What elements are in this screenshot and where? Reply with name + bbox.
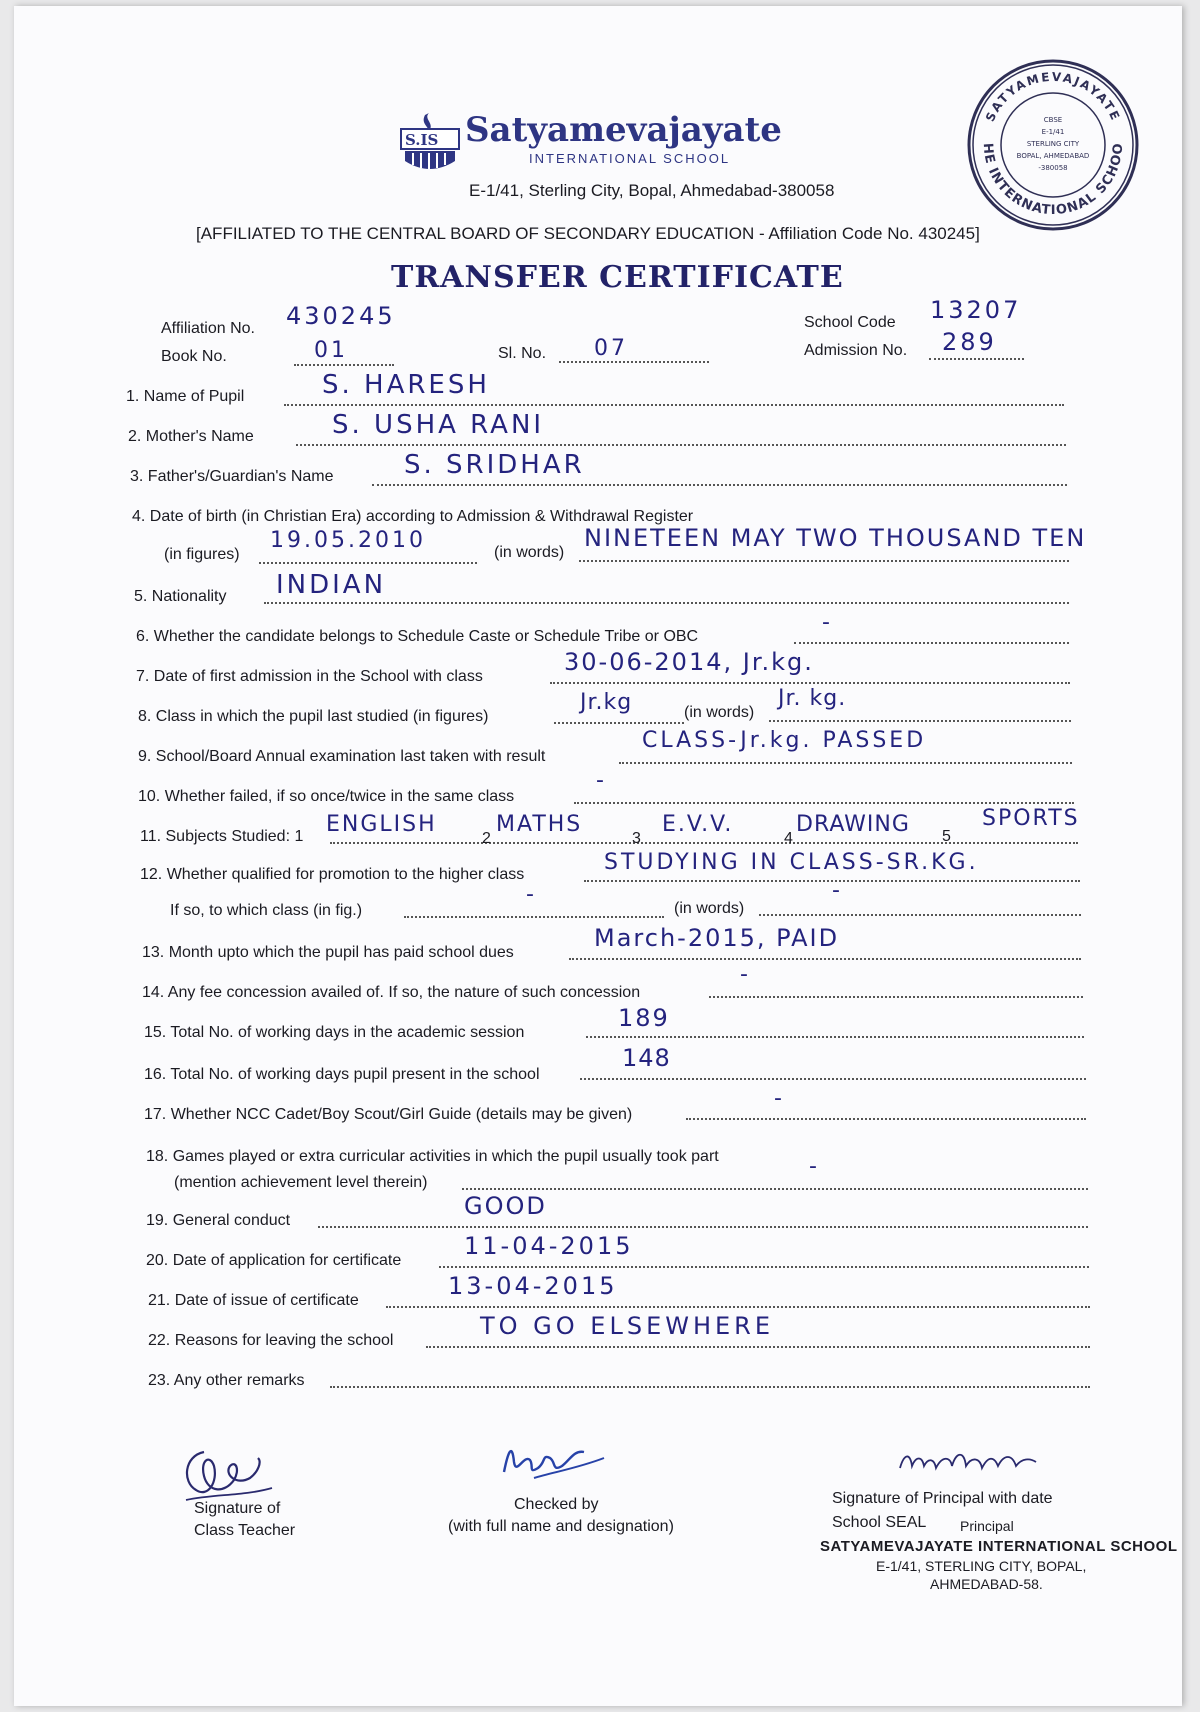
item-22-dots xyxy=(426,1346,1090,1348)
item-9-dots xyxy=(619,762,1072,764)
admission-label: Admission No. xyxy=(804,342,908,359)
item-12b-words-label: (in words) xyxy=(674,900,745,917)
checked-by-signature xyxy=(494,1432,614,1497)
item-8-words-dots xyxy=(769,720,1071,722)
admission-value: 289 xyxy=(942,328,997,356)
item-19-dots xyxy=(318,1226,1088,1228)
item-23-dots xyxy=(330,1386,1090,1388)
item-16-value: 148 xyxy=(622,1044,671,1072)
seal-line-2: E-1/41 xyxy=(1041,128,1065,136)
item-12b-words-dots xyxy=(759,914,1081,916)
item-15-dots xyxy=(586,1036,1084,1038)
item-5-dots xyxy=(264,602,1069,604)
subject-3: E.V.V. xyxy=(662,812,734,837)
sl-label: Sl. No. xyxy=(498,345,547,362)
item-20-label: 20. Date of application for certificate xyxy=(146,1252,402,1269)
item-21-dots xyxy=(386,1306,1090,1308)
item-8-fig-value: Jr.kg xyxy=(580,690,633,715)
item-20-dots xyxy=(439,1266,1089,1268)
item-2-label: 2. Mother's Name xyxy=(128,428,254,445)
item-22-label: 22. Reasons for leaving the school xyxy=(148,1332,394,1349)
item-8-words-value: Jr. kg. xyxy=(778,686,847,711)
item-18-label: 18. Games played or extra curricular activities in which the pupil usually took part xyxy=(146,1148,719,1165)
affiliation-label: Affiliation No. xyxy=(161,320,255,337)
item-7-label: 7. Date of first admission in the School with class xyxy=(136,668,483,685)
item-6-dots xyxy=(794,642,1069,644)
item-18-dots xyxy=(462,1188,1088,1190)
item-18b-label: (mention achievement level therein) xyxy=(174,1174,428,1191)
item-23-label: 23. Any other remarks xyxy=(148,1372,305,1389)
item-4-words-dots xyxy=(579,560,1069,562)
subject-5: SPORTS xyxy=(982,806,1080,831)
item-22-value: TO GO ELSEWHERE xyxy=(480,1312,775,1340)
checked-by-line-2: (with full name and designation) xyxy=(448,1518,674,1535)
class-teacher-line-2: Class Teacher xyxy=(194,1522,296,1539)
item-9-value: CLASS-Jr.kg. PASSED xyxy=(642,728,927,753)
principal-stamp-line-3: AHMEDABAD-58. xyxy=(930,1576,1043,1592)
item-6-value: - xyxy=(822,610,833,635)
seal-ring-top: SATYAMEVAJAYATE xyxy=(982,69,1124,124)
item-1-value: S. HARESH xyxy=(322,370,490,400)
item-10-value: - xyxy=(596,768,607,793)
item-16-label: 16. Total No. of working days pupil present in the school xyxy=(144,1066,540,1083)
principal-stamp-line-1: SATYAMEVAJAYATE INTERNATIONAL SCHOOL xyxy=(820,1538,1178,1555)
item-8-label: 8. Class in which the pupil last studied (in figures) xyxy=(138,708,489,725)
item-19-label: 19. General conduct xyxy=(146,1212,291,1229)
certificate-sheet xyxy=(14,6,1182,1706)
checked-by-line-1: Checked by xyxy=(514,1496,599,1513)
item-19-value: GOOD xyxy=(464,1192,547,1220)
item-3-value: S. SRIDHAR xyxy=(404,450,585,480)
item-3-label: 3. Father's/Guardian's Name xyxy=(130,468,334,485)
item-12b-dots xyxy=(404,916,664,918)
item-10-dots xyxy=(574,802,1074,804)
item-7-dots xyxy=(550,682,1070,684)
principal-signature xyxy=(894,1442,1044,1487)
item-4-figures-label: (in figures) xyxy=(164,546,240,563)
item-21-label: 21. Date of issue of certificate xyxy=(148,1292,359,1309)
item-4-label: 4. Date of birth (in Christian Era) according to Admission & Withdrawal Register xyxy=(132,508,694,525)
seal-line-1: CBSE xyxy=(1043,116,1063,124)
subject-4: DRAWING xyxy=(796,812,910,837)
principal-line-1: Signature of Principal with date xyxy=(832,1490,1053,1507)
affiliation-line: [AFFILIATED TO THE CENTRAL BOARD OF SECONDARY EDUCATION - Affiliation Code No. 430245] xyxy=(196,224,980,243)
item-14-label: 14. Any fee concession availed of. If so, the nature of such concession xyxy=(142,984,641,1001)
sl-dots xyxy=(559,361,709,363)
subject-2: MATHS xyxy=(496,812,583,837)
admission-dots xyxy=(929,358,1024,360)
subject-2-number: 2 xyxy=(482,830,491,847)
item-4-figures-dots xyxy=(259,562,477,564)
item-14-dots xyxy=(709,996,1083,998)
seal-line-5: -380058 xyxy=(1038,164,1068,172)
item-8-words-label: (in words) xyxy=(684,704,755,721)
seal-line-3: STERLING CITY xyxy=(1026,140,1080,148)
item-12-label: 12. Whether qualified for promotion to the higher class xyxy=(140,866,525,883)
book-value: 01 xyxy=(314,338,348,363)
item-12b-words-value: - xyxy=(832,878,843,903)
item-10-label: 10. Whether failed, if so once/twice in the same class xyxy=(138,788,515,805)
book-label: Book No. xyxy=(161,348,227,365)
item-14-value: - xyxy=(740,962,751,987)
school-code-label: School Code xyxy=(804,314,896,331)
item-4-words-value: NINETEEN MAY TWO THOUSAND TEN xyxy=(584,524,1087,552)
seal-line-4: BOPAL, AHMEDABAD xyxy=(1016,152,1090,160)
item-12-value: STUDYING IN CLASS-SR.KG. xyxy=(604,850,979,875)
item-9-label: 9. School/Board Annual examination last taken with result xyxy=(138,748,546,765)
school-address: E-1/41, Sterling City, Bopal, Ahmedabad-380058 xyxy=(469,181,835,200)
item-5-value: INDIAN xyxy=(276,570,387,600)
item-18-value: - xyxy=(809,1154,820,1179)
item-1-label: 1. Name of Pupil xyxy=(126,388,245,405)
item-16-dots xyxy=(580,1078,1086,1080)
item-17-label: 17. Whether NCC Cadet/Boy Scout/Girl Guide (details may be given) xyxy=(144,1106,633,1123)
item-2-value: S. USHA RANI xyxy=(332,410,545,440)
item-17-value: - xyxy=(774,1086,785,1111)
school-subtitle: INTERNATIONAL SCHOOL xyxy=(529,151,731,166)
item-5-label: 5. Nationality xyxy=(134,588,227,605)
book-dots xyxy=(294,364,394,366)
logo-text: S.IS xyxy=(405,131,439,149)
item-13-dots xyxy=(569,958,1081,960)
certificate-title: TRANSFER CERTIFICATE xyxy=(391,260,844,295)
item-12b-label: If so, to which class (in fig.) xyxy=(170,902,363,919)
item-12b-value: - xyxy=(526,882,537,907)
item-13-value: March-2015, PAID xyxy=(594,924,840,952)
item-4-figures-value: 19.05.2010 xyxy=(270,528,426,553)
item-2-dots xyxy=(296,444,1066,446)
subject-5-number: 5 xyxy=(942,828,951,845)
item-21-value: 13-04-2015 xyxy=(448,1272,618,1300)
school-name: Satyamevajayate xyxy=(465,110,782,150)
school-logo xyxy=(399,111,461,175)
affiliation-value: 430245 xyxy=(286,302,396,330)
subject-4-number: 4 xyxy=(784,830,793,847)
school-code-value: 13207 xyxy=(930,296,1022,324)
principal-stamp-line-2: E-1/41, STERLING CITY, BOPAL, xyxy=(876,1558,1087,1574)
principal-line-2: School SEAL xyxy=(832,1514,927,1531)
class-teacher-line-1: Signature of xyxy=(194,1500,281,1517)
item-17-dots xyxy=(686,1118,1086,1120)
sl-value: 07 xyxy=(594,336,628,361)
item-20-value: 11-04-2015 xyxy=(464,1232,634,1260)
item-1-dots xyxy=(284,404,1064,406)
item-4-words-label: (in words) xyxy=(494,544,565,561)
seal-ring-bottom: HE INTERNATIONAL SCHOO xyxy=(979,142,1127,219)
item-13-label: 13. Month upto which the pupil has paid school dues xyxy=(142,944,514,961)
subject-1: ENGLISH xyxy=(326,812,437,837)
principal-small-label: Principal xyxy=(960,1518,1014,1534)
item-7-value: 30-06-2014, Jr.kg. xyxy=(564,648,814,676)
item-8-fig-dots xyxy=(554,722,684,724)
item-15-label: 15. Total No. of working days in the academic session xyxy=(144,1024,525,1041)
item-15-value: 189 xyxy=(618,1004,670,1032)
school-seal xyxy=(964,56,1142,234)
item-11-dots xyxy=(330,842,1078,844)
item-6-label: 6. Whether the candidate belongs to Schedule Caste or Schedule Tribe or OBC xyxy=(136,628,699,645)
subject-3-number: 3 xyxy=(632,830,641,847)
item-11-label: 11. Subjects Studied: 1 xyxy=(140,828,304,845)
item-3-dots xyxy=(372,484,1067,486)
